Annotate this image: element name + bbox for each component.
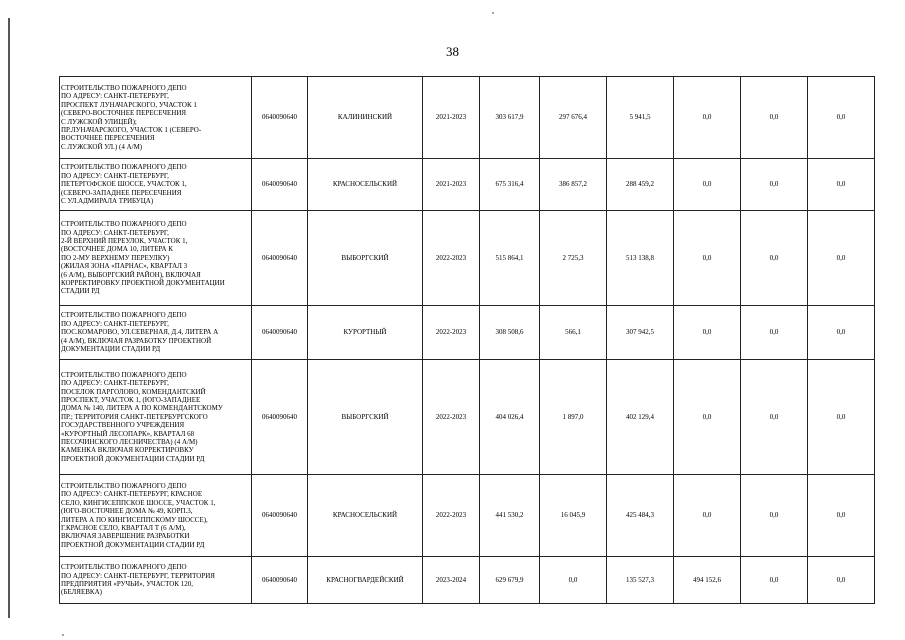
table-row: [60, 159, 875, 211]
object-description: СТРОИТЕЛЬСТВО ПОЖАРНОГО ДЕПО ПО АДРЕСУ: САНКТ-ПЕТЕРБУРГ, ПОС.КОМАРОВО, УЛ.СЕВЕРНАЯ, Д.4, ЛИТЕРА А (4 А/М), ВКЛЮЧАЯ РАЗРАБОТКУ ПРОЕКТНОЙ ДОКУМЕНТАЦИИ СТАДИИ РД: [60, 306, 252, 360]
table-row: [60, 211, 875, 306]
financing-5: 0,0: [808, 159, 875, 211]
period: 2023-2024: [423, 557, 480, 604]
total-cost: 629 679,9: [480, 557, 540, 604]
financing-1: 1 897,0: [540, 360, 607, 475]
budget-code: 0640090640: [252, 360, 308, 475]
financing-2: 425 484,3: [607, 475, 674, 557]
budget-code: 0640090640: [252, 557, 308, 604]
object-description: СТРОИТЕЛЬСТВО ПОЖАРНОГО ДЕПО ПО АДРЕСУ: САНКТ-ПЕТЕРБУРГ, 2-Й ВЕРХНИЙ ПЕРЕУЛОК, УЧАСТОК 1, (ВОСТОЧНЕЕ ДОМА 10, ЛИТЕРА К ПО 2-МУ ВЕРХНЕМУ ПЕРЕУЛКУ) (ЖИЛАЯ ЗОНА «ПАРНАС», КВАРТАЛ 3 (6 А/М), ВЫБОРГСКИЙ РАЙОН), ВКЛЮЧАЯ КОРРЕКТИРОВКУ ПРОЕКТНОЙ ДОКУМЕНТАЦИИ СТАДИИ РД: [60, 211, 252, 306]
district: КРАСНОГВАРДЕЙСКИЙ: [308, 557, 423, 604]
district: ВЫБОРГСКИЙ: [308, 360, 423, 475]
district: КРАСНОСЕЛЬСКИЙ: [308, 159, 423, 211]
page-number: 38: [446, 44, 459, 59]
budget-code: 0640090640: [252, 475, 308, 557]
financing-1: 386 857,2: [540, 159, 607, 211]
financing-3: 0,0: [674, 211, 741, 306]
period: 2022-2023: [423, 475, 480, 557]
financing-3: 0,0: [674, 306, 741, 360]
financing-2: 402 129,4: [607, 360, 674, 475]
district: КУРОРТНЫЙ: [308, 306, 423, 360]
financing-3: 0,0: [674, 475, 741, 557]
table-row: [60, 306, 875, 360]
period: 2022-2023: [423, 306, 480, 360]
financing-4: 0,0: [741, 360, 808, 475]
financing-2: 5 941,5: [607, 77, 674, 159]
object-description: СТРОИТЕЛЬСТВО ПОЖАРНОГО ДЕПО ПО АДРЕСУ: САНКТ-ПЕТЕРБУРГ, ПОСЕЛОК ПАРГОЛОВО, КОМЕНДАНТСКИЙ ПРОСПЕКТ, УЧАСТОК 1, (ЮГО-ЗАПАДНЕЕ ДОМА № 140, ЛИТЕРА А ПО КОМЕНДАНТСКОМУ ПР.; ТЕРРИТОРИЯ САНКТ-ПЕТЕРБУРГСКОГО ГОСУДАРСТВЕННОГО УЧРЕЖДЕНИЯ «КУРОРТНЫЙ ЛЕСОПАРК», КВАРТАЛ 68 ПЕСОЧИНСКОГО ЛЕСНИЧЕСТВА) (4 А/М) КАМЕНКА ВКЛЮЧАЯ КОРРЕКТИРОВКУ ПРОЕКТНОЙ ДОКУМЕНТАЦИИ СТАДИИ РД: [60, 360, 252, 475]
table-row: [60, 360, 875, 475]
financing-3: 0,0: [674, 77, 741, 159]
financing-3: 0,0: [674, 159, 741, 211]
total-cost: 441 530,2: [480, 475, 540, 557]
financing-4: 0,0: [741, 159, 808, 211]
financing-2: 307 942,5: [607, 306, 674, 360]
total-cost: 308 508,6: [480, 306, 540, 360]
financing-2: 288 459,2: [607, 159, 674, 211]
financing-1: 0,0: [540, 557, 607, 604]
scan-speck: [492, 12, 494, 14]
financing-3: 494 152,6: [674, 557, 741, 604]
total-cost: 303 617,9: [480, 77, 540, 159]
district: КАЛИНИНСКИЙ: [308, 77, 423, 159]
financing-4: 0,0: [741, 77, 808, 159]
financing-4: 0,0: [741, 306, 808, 360]
period: 2021-2023: [423, 77, 480, 159]
object-description: СТРОИТЕЛЬСТВО ПОЖАРНОГО ДЕПО ПО АДРЕСУ: САНКТ-ПЕТЕРБУРГ, ПЕТЕРГОФСКОЕ ШОССЕ, УЧАСТОК 1, (СЕВЕРО-ЗАПАДНЕЕ ПЕРЕСЕЧЕНИЯ С УЛ.АДМИРАЛА ТРИБУЦА): [60, 159, 252, 211]
financing-5: 0,0: [808, 306, 875, 360]
table-row: [60, 557, 875, 604]
total-cost: 675 316,4: [480, 159, 540, 211]
financing-1: 2 725,3: [540, 211, 607, 306]
financing-4: 0,0: [741, 475, 808, 557]
financing-5: 0,0: [808, 557, 875, 604]
period: 2021-2023: [423, 159, 480, 211]
budget-code: 0640090640: [252, 306, 308, 360]
budget-table: [59, 76, 875, 604]
district: КРАСНОСЕЛЬСКИЙ: [308, 475, 423, 557]
object-description: СТРОИТЕЛЬСТВО ПОЖАРНОГО ДЕПО ПО АДРЕСУ: САНКТ-ПЕТЕРБУРГ, КРАСНОЕ СЕЛО, КИНГИСЕППСКОЕ ШОССЕ, УЧАСТОК 1, (ЮГО-ВОСТОЧНЕЕ ДОМА № 49, КОРП.3, ЛИТЕРА А ПО КИНГИСЕППСКОМУ ШОССЕ), Г.КРАСНОЕ СЕЛО, КВАРТАЛ Т (6 А/М), ВКЛЮЧАЯ ЗАВЕРШЕНИЕ РАЗРАБОТКИ ПРОЕКТНОЙ ДОКУМЕНТАЦИИ СТАДИИ РД: [60, 475, 252, 557]
scan-edge-line: [8, 18, 10, 618]
financing-5: 0,0: [808, 360, 875, 475]
district: ВЫБОРГСКИЙ: [308, 211, 423, 306]
total-cost: 404 026,4: [480, 360, 540, 475]
financing-5: 0,0: [808, 211, 875, 306]
table-body: [60, 77, 875, 604]
financing-5: 0,0: [808, 475, 875, 557]
budget-code: 0640090640: [252, 77, 308, 159]
financing-5: 0,0: [808, 77, 875, 159]
table-row: [60, 77, 875, 159]
object-description: СТРОИТЕЛЬСТВО ПОЖАРНОГО ДЕПО ПО АДРЕСУ: САНКТ-ПЕТЕРБУРГ, ПРОСПЕКТ ЛУНАЧАРСКОГО, УЧАСТОК 1 (СЕВЕРО-ВОСТОЧНЕЕ ПЕРЕСЕЧЕНИЯ С ЛУЖСКОЙ УЛИЦЕЙ); ПР.ЛУНАЧАРСКОГО, УЧАСТОК 1 (СЕВЕРО- ВОСТОЧНЕЕ ПЕРЕСЕЧЕНИЯ С ЛУЖСКОЙ УЛ.) (4 А/М): [60, 77, 252, 159]
table-row: [60, 475, 875, 557]
financing-1: 566,1: [540, 306, 607, 360]
financing-2: 513 138,8: [607, 211, 674, 306]
period: 2022-2023: [423, 360, 480, 475]
financing-4: 0,0: [741, 211, 808, 306]
object-description: СТРОИТЕЛЬСТВО ПОЖАРНОГО ДЕПО ПО АДРЕСУ: САНКТ-ПЕТЕРБУРГ, ТЕРРИТОРИЯ ПРЕДПРИЯТИЯ «РУЧЬИ», УЧАСТОК 120, (БЕЛЯЕВКА): [60, 557, 252, 604]
financing-4: 0,0: [741, 557, 808, 604]
period: 2022-2023: [423, 211, 480, 306]
budget-code: 0640090640: [252, 211, 308, 306]
budget-code: 0640090640: [252, 159, 308, 211]
total-cost: 515 864,1: [480, 211, 540, 306]
financing-1: 297 676,4: [540, 77, 607, 159]
financing-2: 135 527,3: [607, 557, 674, 604]
scan-speck: [62, 634, 64, 636]
financing-3: 0,0: [674, 360, 741, 475]
financing-1: 16 045,9: [540, 475, 607, 557]
